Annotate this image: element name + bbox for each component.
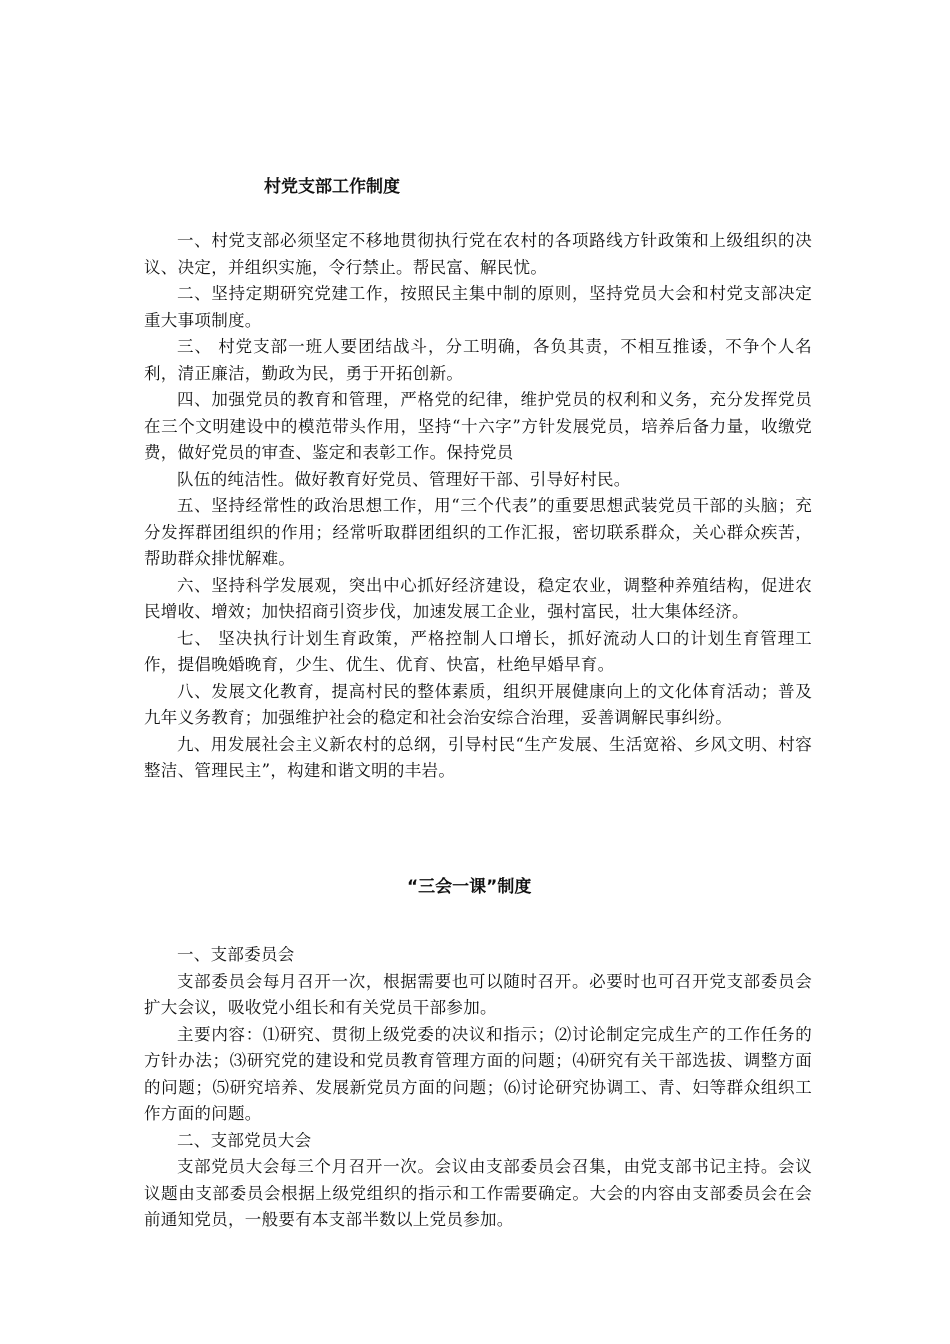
- doc2-paragraph-assembly: 支部党员大会每三个月召开一次。会议由支部委员会召集，由党支部书记主持。会议议题由支部委员会根据上级党组织的指示和工作需要确定。大会的内容由支部委员会在会前通知党员，一般要有本支部半数以上党员参加。: [144, 1157, 812, 1229]
- doc2-paragraph-committee: 支部委员会每月召开一次，根据需要也可以随时召开。必要时也可召开党支部委员会扩大会议，吸收党小组长和有关党员干部参加。: [144, 971, 812, 1017]
- doc1-paragraph-1: 一、村党支部必须坚定不移地贯彻执行党在农村的各项路线方针政策和上级组织的决议、决定，并组织实施，令行禁止。帮民富、解民忧。: [144, 231, 812, 277]
- doc2-body: [144, 942, 812, 1234]
- doc1-paragraph-5: 五、坚持经常性的政治思想工作，用“三个代表”的重要思想武装党员干部的头脑；充分发挥群团组织的作用；经常听取群团组织的工作汇报，密切联系群众，关心群众疾苦，帮助群众排忧解难。: [144, 496, 812, 568]
- doc2-heading-committee: 一、支部委员会: [177, 945, 295, 964]
- doc2-paragraph-main-content: 主要内容：⑴研究、贯彻上级党委的决议和指示；⑵讨论制定完成生产的工作任务的方针办法；⑶研究党的建设和党员教育管理方面的问题；⑷研究有关干部选拔、调整方面的问题；⑸研究培养、发展新党员方面的问题；⑹讨论研究协调工、青、妇等群众组织工作方面的问题。: [144, 1024, 812, 1123]
- doc1-title: 村党支部工作制度: [264, 177, 400, 197]
- doc1-paragraph-8: 八、发展文化教育，提高村民的整体素质，组织开展健康向上的文化体育活动；普及九年义务教育；加强维护社会的稳定和社会治安综合治理，妥善调解民事纠纷。: [144, 681, 812, 727]
- doc1-paragraph-6: 六、坚持科学发展观，突出中心抓好经济建设，稳定农业，调整种养殖结构，促进农民增收、增效；加快招商引资步伐，加速发展工企业，强村富民，壮大集体经济。: [144, 575, 812, 621]
- doc1-paragraph-2: 二、坚持定期研究党建工作，按照民主集中制的原则，坚持党员大会和村党支部决定重大事项制度。: [144, 284, 812, 330]
- doc1-paragraph-9: 九、用发展社会主义新农村的总纲，引导村民“生产发展、生活宽裕、乡风文明、村容整洁、管理民主”，构建和谐文明的丰岩。: [144, 734, 812, 780]
- doc1-paragraph-7: 七、 坚决执行计划生育政策，严格控制人口增长，抓好流动人口的计划生育管理工作，提倡晚婚晚育，少生、优生、优育、快富，杜绝早婚早育。: [144, 628, 812, 674]
- doc1-paragraph-4-continued: 队伍的纯洁性。做好教育好党员、管理好干部、引导好村民。: [177, 469, 631, 489]
- doc2-title: “三会一课”制度: [407, 877, 532, 897]
- doc1-body: [144, 228, 812, 785]
- doc1-paragraph-4: 四、加强党员的教育和管理，严格党的纪律，维护党员的权利和义务，充分发挥党员在三个文明建设中的模范带头作用，坚持“十六字”方针发展党员，培养后备力量，收缴党费，做好党员的审查、鉴定和表彰工作。保持党员: [144, 390, 812, 462]
- doc1-paragraph-3: 三、 村党支部一班人要团结战斗，分工明确，各负其责，不相互推诿，不争个人名利，清正廉洁，勤政为民，勇于开拓创新。: [144, 337, 812, 383]
- doc2-heading-assembly: 二、支部党员大会: [177, 1130, 312, 1150]
